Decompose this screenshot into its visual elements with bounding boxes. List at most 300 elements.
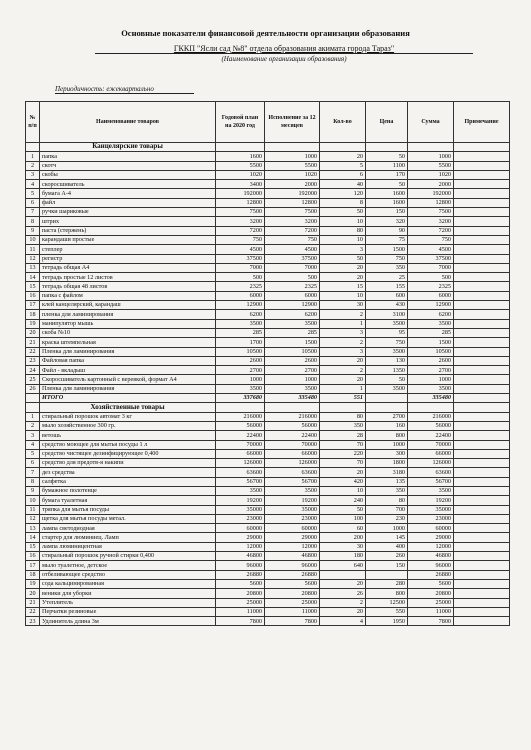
- table-cell: 7000: [216, 263, 265, 272]
- table-cell: 2000: [265, 180, 320, 189]
- table-cell: 4500: [216, 245, 265, 254]
- table-row: [26, 561, 510, 570]
- table-cell: 3500: [265, 486, 320, 495]
- table-cell: 7000: [408, 263, 454, 272]
- table-cell: 35000: [265, 505, 320, 514]
- table-cell: 28: [320, 431, 366, 440]
- table-cell: тетрадь общая 48 листов: [40, 282, 216, 291]
- table-row: [26, 347, 510, 356]
- table-cell: 10500: [265, 347, 320, 356]
- table-cell: 3: [320, 245, 366, 254]
- table-row: [26, 180, 510, 189]
- table-cell: 3: [320, 347, 366, 356]
- table-cell: 4: [320, 617, 366, 626]
- table-cell: 260: [366, 552, 408, 561]
- table-cell: 3500: [408, 384, 454, 393]
- table-cell: 7200: [265, 226, 320, 235]
- table-cell: 70000: [408, 440, 454, 449]
- table-cell: 1800: [366, 459, 408, 468]
- table-cell: 8: [320, 198, 366, 207]
- table-cell: 192000: [265, 189, 320, 198]
- table-cell: 23: [26, 617, 40, 626]
- table-cell: 26: [320, 589, 366, 598]
- table-cell: 192000: [408, 189, 454, 198]
- table-cell: 285: [408, 328, 454, 337]
- table-cell: карандаши простые: [40, 235, 216, 244]
- table-cell: 26880: [216, 570, 265, 579]
- table-cell: 10: [26, 235, 40, 244]
- table-cell: 11: [26, 505, 40, 514]
- table-cell: 10: [320, 217, 366, 226]
- note-cell: [454, 514, 510, 523]
- table-cell: 20: [320, 579, 366, 588]
- table-cell: пленка для ламинирования: [40, 310, 216, 319]
- table-cell: файл: [40, 198, 216, 207]
- table-cell: Пленка для ламинирования: [40, 347, 216, 356]
- note-cell: [454, 449, 510, 458]
- table-cell: 20: [320, 273, 366, 282]
- section-title: Канцелярские товары: [40, 143, 216, 152]
- table-cell: Перчатки резиновые: [40, 607, 216, 616]
- table-cell: 6200: [216, 310, 265, 319]
- table-cell: 6200: [265, 310, 320, 319]
- table-row: [26, 226, 510, 235]
- empty-cell: [366, 403, 408, 412]
- note-cell: [454, 412, 510, 421]
- table-cell: 1000: [265, 375, 320, 384]
- table-cell: 12000: [216, 542, 265, 551]
- table-row: [26, 161, 510, 170]
- table-row: [26, 319, 510, 328]
- empty-cell: [320, 403, 366, 412]
- table-cell: скобы: [40, 170, 216, 179]
- table-row: [26, 440, 510, 449]
- table-cell: 500: [408, 273, 454, 282]
- table-cell: 5600: [216, 579, 265, 588]
- table-cell: 3500: [216, 384, 265, 393]
- table-cell: 750: [408, 235, 454, 244]
- table-cell: 24: [26, 366, 40, 375]
- table-cell: 220: [320, 449, 366, 458]
- table-cell: дез средства: [40, 468, 216, 477]
- table-cell: стиральный порошок автомат 3 кг: [40, 412, 216, 421]
- table-cell: 6000: [265, 291, 320, 300]
- note-cell: [454, 189, 510, 198]
- table-cell: 35000: [408, 505, 454, 514]
- table-cell: 1500: [366, 245, 408, 254]
- table-row: [26, 421, 510, 430]
- table-cell: 800: [366, 431, 408, 440]
- table-cell: 180: [320, 552, 366, 561]
- table-cell: 3500: [366, 384, 408, 393]
- note-cell: [454, 579, 510, 588]
- table-cell: 22400: [408, 431, 454, 440]
- table-cell: 11: [26, 245, 40, 254]
- total-cell: [26, 394, 40, 403]
- table-body: [26, 143, 510, 626]
- table-cell: 50: [320, 505, 366, 514]
- table-cell: средство чистящее дезинфицирующее 0,400: [40, 449, 216, 458]
- table-row: [26, 152, 510, 161]
- table-cell: 12800: [265, 198, 320, 207]
- empty-cell: [454, 143, 510, 152]
- table-cell: мыло туалетное, детское: [40, 561, 216, 570]
- table-row: [26, 208, 510, 217]
- table-cell: щетка для мытья посуды метал.: [40, 514, 216, 523]
- note-cell: [454, 273, 510, 282]
- table-cell: 10: [26, 496, 40, 505]
- table-row: [26, 273, 510, 282]
- table-cell: 2: [320, 310, 366, 319]
- table-cell: 1600: [216, 152, 265, 161]
- table-row: [26, 245, 510, 254]
- empty-cell: [454, 403, 510, 412]
- table-row: [26, 366, 510, 375]
- table-cell: 16: [26, 291, 40, 300]
- table-row: [26, 263, 510, 272]
- table-cell: 350: [320, 421, 366, 430]
- table-row: [26, 542, 510, 551]
- table-header-row: [26, 102, 510, 143]
- table-cell: 7800: [265, 617, 320, 626]
- note-cell: [454, 301, 510, 310]
- table-cell: 70: [320, 459, 366, 468]
- table-cell: 2: [320, 338, 366, 347]
- table-cell: 40: [320, 180, 366, 189]
- col-header: Примечание: [454, 102, 510, 143]
- table-cell: 640: [320, 561, 366, 570]
- table-cell: 12: [26, 514, 40, 523]
- table-cell: 70000: [265, 440, 320, 449]
- table-cell: 20: [26, 328, 40, 337]
- note-cell: [454, 282, 510, 291]
- empty-cell: [366, 143, 408, 152]
- table-cell: 17: [26, 561, 40, 570]
- table-row: [26, 170, 510, 179]
- table-cell: 2325: [408, 282, 454, 291]
- table-cell: 1: [320, 319, 366, 328]
- table-cell: 3500: [408, 486, 454, 495]
- table-cell: 70: [320, 440, 366, 449]
- table-cell: 46800: [408, 552, 454, 561]
- table-cell: средство моющее для мытья посуды 1 л: [40, 440, 216, 449]
- table-cell: 3500: [408, 319, 454, 328]
- table-cell: 18: [26, 570, 40, 579]
- table-cell: 150: [366, 561, 408, 570]
- table-row: [26, 459, 510, 468]
- table-cell: 60000: [216, 524, 265, 533]
- table-cell: 3: [26, 431, 40, 440]
- table-cell: 3200: [408, 217, 454, 226]
- table-cell: 12000: [408, 542, 454, 551]
- table-cell: 126000: [265, 459, 320, 468]
- section-title: Хозяйственные товары: [40, 403, 216, 412]
- section-header-row: [26, 403, 510, 412]
- table-cell: [366, 570, 408, 579]
- table-cell: 20: [320, 468, 366, 477]
- periodicity: Периодичность: ежеквартально: [55, 85, 194, 94]
- table-cell: 56700: [265, 477, 320, 486]
- table-cell: 1000: [366, 440, 408, 449]
- table-row: [26, 235, 510, 244]
- table-cell: 3500: [366, 347, 408, 356]
- table-cell: 14: [26, 273, 40, 282]
- table-cell: 19200: [216, 496, 265, 505]
- table-row: [26, 607, 510, 616]
- empty-cell: [265, 143, 320, 152]
- note-cell: [454, 375, 510, 384]
- table-cell: ручки шариковые: [40, 208, 216, 217]
- table-cell: 1600: [366, 198, 408, 207]
- table-cell: 37500: [408, 254, 454, 263]
- note-cell: [454, 607, 510, 616]
- table-cell: 18: [26, 310, 40, 319]
- table-cell: 96000: [408, 561, 454, 570]
- table-cell: паста (стержень): [40, 226, 216, 235]
- table-cell: 66000: [216, 449, 265, 458]
- table-cell: 1000: [408, 152, 454, 161]
- table-cell: 20: [320, 152, 366, 161]
- table-cell: 12500: [366, 598, 408, 607]
- table-cell: 1000: [216, 375, 265, 384]
- section-number-cell: [26, 403, 40, 412]
- table-cell: 1020: [408, 170, 454, 179]
- table-cell: 25: [366, 273, 408, 282]
- table-cell: 100: [320, 514, 366, 523]
- empty-cell: [216, 403, 265, 412]
- empty-cell: [216, 143, 265, 152]
- table-cell: 11000: [265, 607, 320, 616]
- table-cell: 95: [366, 328, 408, 337]
- table-cell: 160: [366, 421, 408, 430]
- table-cell: 135: [366, 477, 408, 486]
- table-cell: Утеплитель: [40, 598, 216, 607]
- note-cell: [454, 384, 510, 393]
- table-cell: скоросшиватель: [40, 180, 216, 189]
- table-cell: 170: [366, 170, 408, 179]
- table-cell: 63600: [408, 468, 454, 477]
- table-cell: 50: [366, 375, 408, 384]
- table-cell: стартер для люминиец. Ламп: [40, 533, 216, 542]
- table-cell: 2600: [216, 356, 265, 365]
- table-cell: 29000: [216, 533, 265, 542]
- table-cell: 10: [320, 486, 366, 495]
- table-row: [26, 282, 510, 291]
- table-cell: 430: [366, 301, 408, 310]
- table-row: [26, 579, 510, 588]
- table-row: [26, 375, 510, 384]
- table-cell: 22: [26, 347, 40, 356]
- table-cell: 126000: [216, 459, 265, 468]
- table-cell: Файловая папка: [40, 356, 216, 365]
- note-cell: [454, 459, 510, 468]
- table-cell: 1950: [366, 617, 408, 626]
- table-cell: 420: [320, 477, 366, 486]
- document-title: Основные показатели финансовой деятельности организации образования: [121, 28, 410, 38]
- table-cell: 20: [26, 589, 40, 598]
- table-cell: 10: [320, 291, 366, 300]
- table-cell: 20: [320, 356, 366, 365]
- table-cell: Пленка для ламинирования: [40, 384, 216, 393]
- note-cell: [454, 496, 510, 505]
- table-cell: 320: [366, 217, 408, 226]
- table-cell: 1700: [216, 338, 265, 347]
- table-row: [26, 254, 510, 263]
- total-cell: ИТОГО: [40, 394, 216, 403]
- table-cell: 17: [26, 301, 40, 310]
- table-cell: 96000: [265, 561, 320, 570]
- table-cell: 56700: [408, 477, 454, 486]
- table-cell: 4: [26, 180, 40, 189]
- table-cell: бумага А-4: [40, 189, 216, 198]
- note-cell: [454, 180, 510, 189]
- table-cell: 230: [366, 514, 408, 523]
- table-cell: 63600: [216, 468, 265, 477]
- table-cell: 5500: [265, 161, 320, 170]
- table-cell: 11000: [216, 607, 265, 616]
- note-cell: [454, 533, 510, 542]
- table-cell: 30: [320, 542, 366, 551]
- table-row: [26, 356, 510, 365]
- table-cell: 150: [366, 208, 408, 217]
- note-cell: [454, 263, 510, 272]
- table-cell: 3500: [265, 384, 320, 393]
- table-cell: 5: [26, 189, 40, 198]
- note-cell: [454, 226, 510, 235]
- table-cell: 2325: [216, 282, 265, 291]
- table-cell: 96000: [216, 561, 265, 570]
- table-cell: 285: [265, 328, 320, 337]
- table-row: [26, 552, 510, 561]
- note-cell: [454, 617, 510, 626]
- table-cell: 7500: [216, 208, 265, 217]
- table-cell: манипулятор мышь: [40, 319, 216, 328]
- table-cell: 5: [320, 161, 366, 170]
- total-cell: [366, 394, 408, 403]
- table-cell: 50: [320, 208, 366, 217]
- table-cell: 19: [26, 579, 40, 588]
- table-cell: 350: [366, 263, 408, 272]
- table-cell: степлер: [40, 245, 216, 254]
- total-cell: 551: [320, 394, 366, 403]
- table-cell: 300: [366, 449, 408, 458]
- table-cell: 80: [320, 226, 366, 235]
- section-header-row: [26, 143, 510, 152]
- table-cell: 15: [26, 542, 40, 551]
- table-cell: 1000: [366, 524, 408, 533]
- total-cell: 335480: [408, 394, 454, 403]
- table-cell: 240: [320, 496, 366, 505]
- table-cell: 550: [366, 607, 408, 616]
- table-row: [26, 533, 510, 542]
- empty-cell: [408, 403, 454, 412]
- table-cell: 1020: [265, 170, 320, 179]
- table-cell: 1000: [265, 152, 320, 161]
- table-cell: 9: [26, 226, 40, 235]
- table-cell: 3500: [366, 319, 408, 328]
- note-cell: [454, 486, 510, 495]
- table-cell: 2700: [408, 366, 454, 375]
- note-cell: [454, 198, 510, 207]
- table-cell: 12900: [265, 301, 320, 310]
- table-cell: клей канцелярский, карандаш: [40, 301, 216, 310]
- table-cell: 9: [26, 486, 40, 495]
- table-cell: 12900: [216, 301, 265, 310]
- table-cell: 350: [366, 486, 408, 495]
- table-cell: 37500: [265, 254, 320, 263]
- table-cell: 29000: [408, 533, 454, 542]
- note-cell: [454, 356, 510, 365]
- table-cell: 46800: [265, 552, 320, 561]
- table-cell: 22400: [265, 431, 320, 440]
- table-cell: 25: [26, 375, 40, 384]
- note-cell: [454, 328, 510, 337]
- table-cell: 3500: [216, 486, 265, 495]
- table-cell: 1100: [366, 161, 408, 170]
- table-cell: Скоросшиватель картонный с веревкой, формат А4: [40, 375, 216, 384]
- note-cell: [454, 598, 510, 607]
- table-cell: папка: [40, 152, 216, 161]
- table-cell: 20800: [265, 589, 320, 598]
- col-header: № п/п: [26, 102, 40, 143]
- table-cell: 6: [26, 459, 40, 468]
- table-cell: 20800: [216, 589, 265, 598]
- table-cell: 2600: [408, 356, 454, 365]
- table-cell: 1: [26, 152, 40, 161]
- table-row: [26, 198, 510, 207]
- table-cell: 19200: [408, 496, 454, 505]
- table-cell: 130: [366, 356, 408, 365]
- table-cell: 20800: [408, 589, 454, 598]
- table-cell: 750: [366, 338, 408, 347]
- col-header: Исполнение за 12 месяцев: [265, 102, 320, 143]
- table-cell: 25000: [408, 598, 454, 607]
- table-cell: 56700: [216, 477, 265, 486]
- table-cell: 6: [320, 170, 366, 179]
- organization-name: [95, 44, 473, 54]
- table-cell: 5500: [408, 161, 454, 170]
- col-header: Кол-во: [320, 102, 366, 143]
- organization-name-text: ГККП "Ясли сад №8" отдела образования акимата города Тараз": [173, 44, 395, 53]
- table-row: [26, 617, 510, 626]
- table-cell: 13: [26, 524, 40, 533]
- table-cell: 7800: [216, 617, 265, 626]
- total-cell: 337680: [216, 394, 265, 403]
- table-cell: 20: [320, 607, 366, 616]
- table-cell: тряпка для мытья посуды: [40, 505, 216, 514]
- table-cell: 3400: [216, 180, 265, 189]
- table-row: [26, 524, 510, 533]
- table-cell: 3100: [366, 310, 408, 319]
- table-cell: 1020: [216, 170, 265, 179]
- table-row: [26, 189, 510, 198]
- table-cell: 155: [366, 282, 408, 291]
- table-row: [26, 301, 510, 310]
- table-cell: регистр: [40, 254, 216, 263]
- table-cell: ветошь: [40, 431, 216, 440]
- table-cell: мыло хозяйственное 300 гр.: [40, 421, 216, 430]
- table-cell: 7800: [408, 617, 454, 626]
- table-cell: 6200: [408, 310, 454, 319]
- table-cell: 2700: [366, 412, 408, 421]
- table-cell: 8: [26, 217, 40, 226]
- table-cell: 1500: [265, 338, 320, 347]
- table-cell: 1600: [366, 189, 408, 198]
- section-number-cell: [26, 143, 40, 152]
- table-cell: штрих: [40, 217, 216, 226]
- table-cell: 21: [26, 338, 40, 347]
- table-cell: 70000: [216, 440, 265, 449]
